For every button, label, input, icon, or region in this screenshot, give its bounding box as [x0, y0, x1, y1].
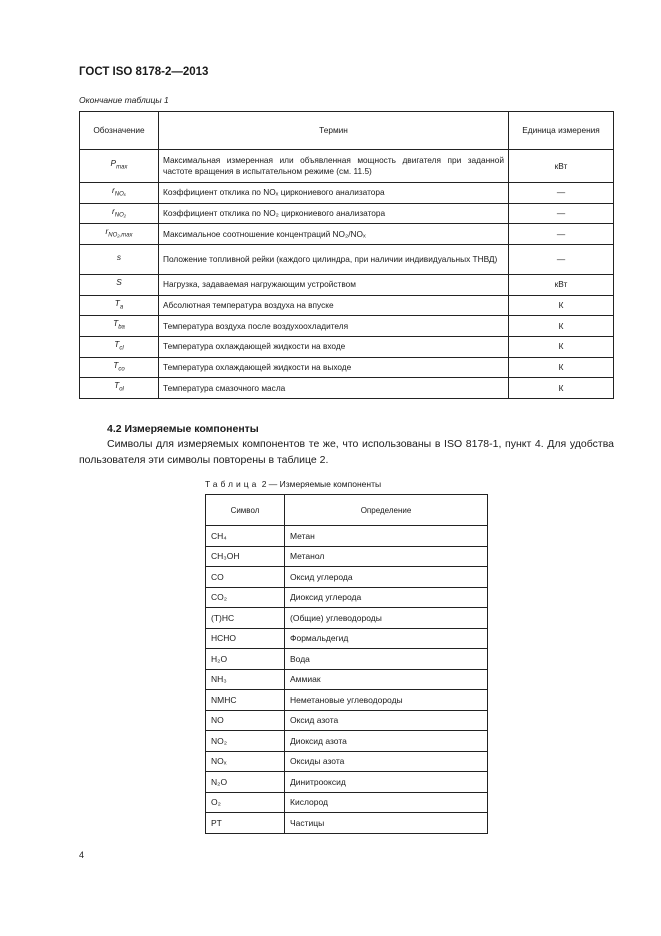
table-row: [80, 224, 614, 245]
column-header-designation: Обозначение: [80, 112, 159, 150]
table-row: [206, 526, 488, 547]
table-row: [206, 772, 488, 793]
symbol-cell: NOₓ: [206, 751, 285, 772]
table-row: [80, 183, 614, 204]
symbol-letter: S: [116, 276, 122, 287]
unit-cell: —: [509, 244, 614, 274]
symbol-cell: [80, 295, 159, 316]
column-header-definition: Определение: [285, 495, 488, 526]
table-row: [206, 813, 488, 834]
table-row: [80, 316, 614, 337]
page-number: 4: [79, 850, 85, 860]
table-row: [206, 587, 488, 608]
symbol-cell: NMHC: [206, 690, 285, 711]
definition-cell: Метан: [285, 526, 488, 547]
symbol-cell: NO: [206, 710, 285, 731]
document-header: ГОСТ ISO 8178-2—2013: [79, 66, 209, 78]
symbol-cell: H₂O: [206, 649, 285, 670]
symbol-subscript: co: [118, 366, 125, 373]
definition-cell: Оксид азота: [285, 710, 488, 731]
table-row: [206, 690, 488, 711]
table-row: [206, 628, 488, 649]
unit-cell: —: [509, 224, 614, 245]
table-row: [206, 731, 488, 752]
term-cell: Температура охлаждающей жидкости на выходе: [159, 357, 509, 378]
term-cell: Коэффициент отклика по NO₂ циркониевого анализатора: [159, 203, 509, 224]
unit-cell: —: [509, 203, 614, 224]
table-row: [206, 546, 488, 567]
symbol-letter: r: [111, 205, 115, 216]
table2-caption-label: Таблица: [205, 479, 260, 489]
definition-cell: Оксид углерода: [285, 567, 488, 588]
section-paragraph: Символы для измеряемых компонентов те же, что использованы в ISO 8178-1, пункт 4. Для удобства пользователя эти символы повторены в таблице 2.: [79, 438, 614, 466]
definition-cell: (Общие) углеводороды: [285, 608, 488, 629]
table-row: [80, 244, 614, 274]
term-cell: Нагрузка, задаваемая нагружающим устройством: [159, 274, 509, 295]
term-cell: Положение топливной рейки (каждого цилиндра, при наличии индивидуальных ТНВД): [159, 244, 509, 274]
unit-cell: К: [509, 357, 614, 378]
table1-caption: Окончание таблицы 1: [79, 95, 169, 105]
components-table: [205, 494, 488, 834]
definition-cell: Неметановые углеводороды: [285, 690, 488, 711]
table-row: [80, 378, 614, 399]
symbol-subscript: ol: [119, 387, 124, 394]
symbol-cell: [80, 316, 159, 337]
unit-cell: кВт: [509, 150, 614, 183]
symbol-cell: NO₂: [206, 731, 285, 752]
term-cell: Температура смазочного масла: [159, 378, 509, 399]
table-header-row: [80, 112, 614, 150]
term-cell: Коэффициент отклика по NOₓ циркониевого анализатора: [159, 183, 509, 204]
symbol-subscript: NOₓ: [114, 191, 127, 198]
definition-cell: Частицы: [285, 813, 488, 834]
table-row: [206, 567, 488, 588]
table-row: [80, 357, 614, 378]
symbol-cell: N₂O: [206, 772, 285, 793]
section-title: 4.2 Измеряемые компоненты: [107, 423, 259, 435]
symbol-cell: HCHO: [206, 628, 285, 649]
table-row: [206, 710, 488, 731]
symbol-cell: [80, 203, 159, 224]
unit-cell: К: [509, 378, 614, 399]
symbol-subscript: NO₂: [114, 212, 127, 219]
definition-cell: Диоксид углерода: [285, 587, 488, 608]
table-row: [80, 203, 614, 224]
unit-cell: —: [509, 183, 614, 204]
table-row: [80, 150, 614, 183]
term-cell: Максимальное соотношение концентраций NO₂/NOₓ: [159, 224, 509, 245]
definition-cell: Формальдегид: [285, 628, 488, 649]
table-row: [80, 336, 614, 357]
term-cell: Абсолютная температура воздуха на впуске: [159, 295, 509, 316]
definition-cell: Кислород: [285, 792, 488, 813]
definition-cell: Вода: [285, 649, 488, 670]
table-row: [206, 669, 488, 690]
symbol-cell: [80, 336, 159, 357]
symbol-cell: [80, 274, 159, 295]
symbol-cell: [80, 357, 159, 378]
symbols-table: [79, 111, 614, 399]
symbol-letter: T: [113, 359, 119, 370]
table2-caption: [205, 479, 381, 489]
symbol-cell: CO₂: [206, 587, 285, 608]
definition-cell: Диоксид азота: [285, 731, 488, 752]
term-cell: Температура охлаждающей жидкости на входе: [159, 336, 509, 357]
symbol-cell: [80, 224, 159, 245]
symbol-letter: T: [113, 318, 119, 329]
symbol-subscript: a: [119, 304, 124, 311]
symbol-subscript: NO₂,max: [108, 232, 133, 239]
symbol-letter: T: [114, 338, 120, 349]
symbol-cell: [80, 183, 159, 204]
symbol-cell: [80, 150, 159, 183]
table-row: [206, 649, 488, 670]
symbol-letter: r: [111, 185, 115, 195]
term-cell: Максимальная измеренная или объявленная мощность двигателя при заданной частоте вращения в испытательном режиме (см. 11.5): [159, 150, 509, 183]
definition-cell: Динитрооксид: [285, 772, 488, 793]
symbol-letter: T: [114, 297, 120, 308]
column-header-symbol: Символ: [206, 495, 285, 526]
unit-cell: кВт: [509, 274, 614, 295]
symbol-letter: r: [105, 226, 109, 237]
column-header-term: Термин: [159, 112, 509, 150]
symbol-letter: P: [110, 158, 117, 169]
symbol-letter: s: [116, 251, 122, 262]
symbol-cell: CO: [206, 567, 285, 588]
symbol-cell: [80, 378, 159, 399]
symbol-cell: [80, 244, 159, 274]
unit-cell: К: [509, 316, 614, 337]
table-row: [80, 295, 614, 316]
symbol-cell: O₂: [206, 792, 285, 813]
table2-caption-title: 2 — Измеряемые компоненты: [261, 479, 382, 489]
symbol-cell: (T)HC: [206, 608, 285, 629]
column-header-unit: Единица измерения: [509, 112, 614, 150]
unit-cell: К: [509, 295, 614, 316]
table-header-row: [206, 495, 488, 526]
table-row: [206, 792, 488, 813]
unit-cell: К: [509, 336, 614, 357]
symbol-subscript: cl: [119, 345, 124, 352]
definition-cell: Аммиак: [285, 669, 488, 690]
symbol-cell: NH₃: [206, 669, 285, 690]
term-cell: Температура воздуха после воздухоохладителя: [159, 316, 509, 337]
symbol-subscript: max: [116, 164, 128, 171]
symbol-cell: CH₄: [206, 526, 285, 547]
table-row: [206, 608, 488, 629]
table-row: [206, 751, 488, 772]
symbol-subscript: ba: [118, 324, 125, 331]
table-row: [80, 274, 614, 295]
symbol-letter: T: [114, 380, 120, 391]
definition-cell: Оксиды азота: [285, 751, 488, 772]
symbol-cell: PT: [206, 813, 285, 834]
definition-cell: Метанол: [285, 546, 488, 567]
symbol-cell: CH₃OH: [206, 546, 285, 567]
